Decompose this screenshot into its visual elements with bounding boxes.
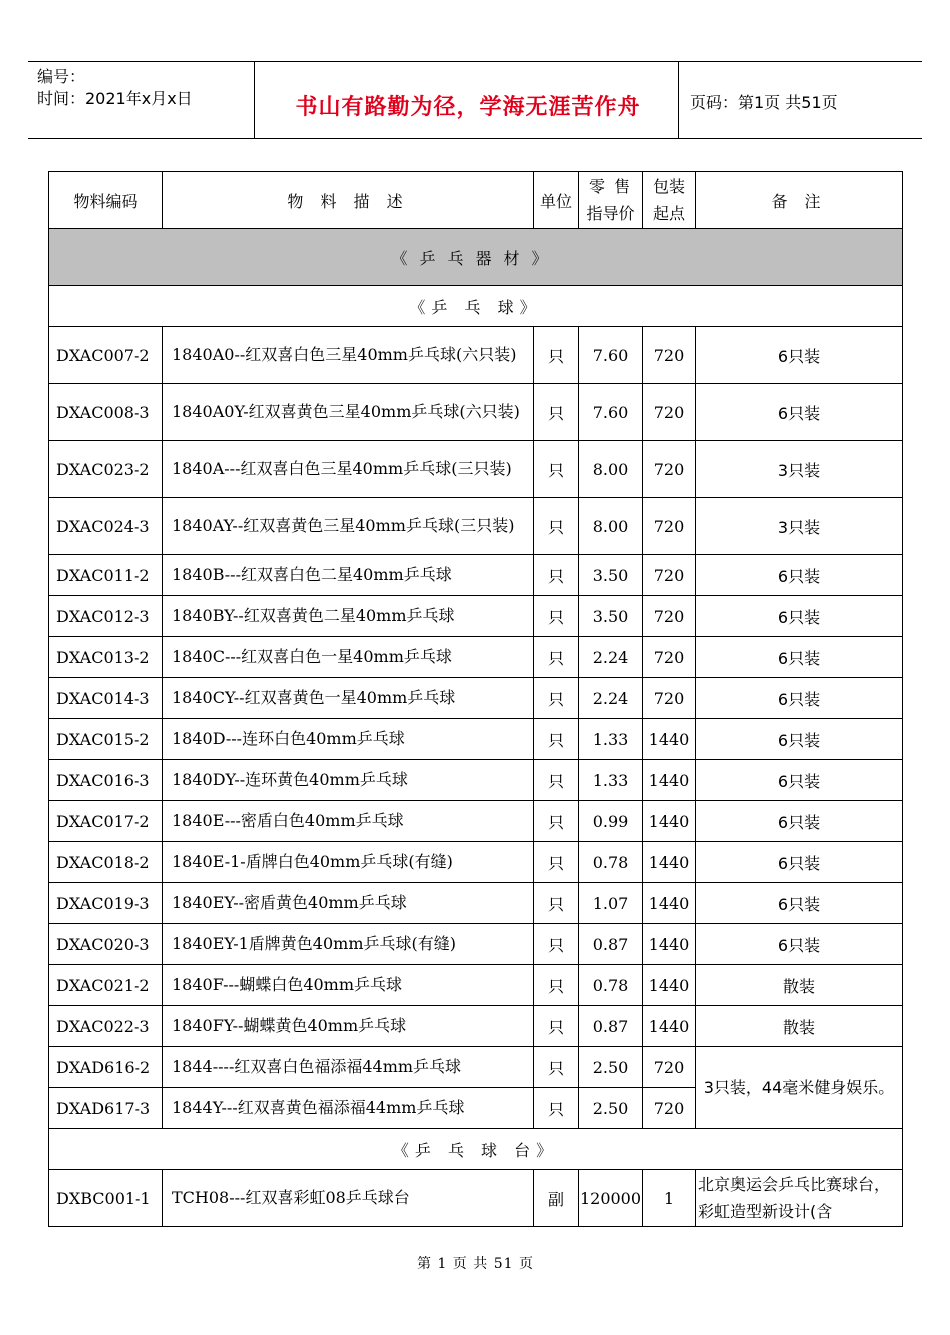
row-code: DXAC015-2 — [49, 719, 163, 760]
page-label: 页码：第1页 共51页 — [690, 93, 838, 112]
row-note: 6只装 — [696, 842, 903, 883]
row-pack: 720 — [643, 1088, 696, 1129]
ball-rows — [49, 327, 903, 1047]
col-desc: 物 料 描 述 — [163, 172, 534, 229]
row-pack: 720 — [643, 1047, 696, 1088]
row-unit: 只 — [534, 596, 579, 637]
row-pack: 1440 — [643, 719, 696, 760]
row-pack: 1440 — [643, 883, 696, 924]
row-note: 3只装 — [696, 441, 903, 498]
row-unit: 只 — [534, 801, 579, 842]
row-desc: 1844----红双喜白色福添福44mm乒乓球 — [163, 1047, 534, 1088]
row-code: DXAC012-3 — [49, 596, 163, 637]
row-unit: 只 — [534, 637, 579, 678]
col-pack-line1: 包装 — [652, 177, 685, 196]
row-pack: 720 — [643, 637, 696, 678]
row-code: DXAC023-2 — [49, 441, 163, 498]
row-desc: 1840A---红双喜白色三星40mm乒乓球(三只装) — [163, 441, 534, 498]
section-row — [49, 229, 903, 286]
price-table — [48, 171, 903, 1227]
row-desc: 1840A0Y-红双喜黄色三星40mm乒乓球(六只装) — [163, 384, 534, 441]
row-price: 1.07 — [579, 883, 643, 924]
row-pack: 720 — [643, 596, 696, 637]
row-pack: 720 — [643, 384, 696, 441]
row-price: 120000 — [579, 1170, 643, 1227]
row-code: DXAC019-3 — [49, 883, 163, 924]
row-price: 0.78 — [579, 842, 643, 883]
row-pack: 720 — [643, 327, 696, 384]
col-code: 物料编码 — [49, 172, 163, 229]
row-unit: 只 — [534, 555, 579, 596]
row-desc: 1840E-1-盾牌白色40mm乒乓球(有缝) — [163, 842, 534, 883]
row-code: DXAC017-2 — [49, 801, 163, 842]
table-row — [49, 1006, 903, 1047]
number-label: 编号： — [37, 67, 86, 86]
page-footer: 第 1 页 共 51 页 — [417, 1256, 534, 1272]
table-row — [49, 801, 903, 842]
table-row — [49, 1047, 903, 1088]
row-pack: 720 — [643, 498, 696, 555]
row-note: 6只装 — [696, 719, 903, 760]
row-unit: 只 — [534, 965, 579, 1006]
row-note: 6只装 — [696, 883, 903, 924]
table-row — [49, 555, 903, 596]
row-note: 6只装 — [696, 327, 903, 384]
row-desc: 1844Y---红双喜黄色福添福44mm乒乓球 — [163, 1088, 534, 1129]
row-code: DXAD617-3 — [49, 1088, 163, 1129]
row-pack: 720 — [643, 441, 696, 498]
table-row — [49, 842, 903, 883]
row-code: DXAC021-2 — [49, 965, 163, 1006]
row-code: DXAC011-2 — [49, 555, 163, 596]
row-price: 0.87 — [579, 924, 643, 965]
row-unit: 只 — [534, 678, 579, 719]
row-note: 3只装 — [696, 498, 903, 555]
header-divider — [254, 62, 255, 138]
row-code: DXBC001-1 — [49, 1170, 163, 1227]
subsection-row — [49, 1129, 903, 1170]
motto: 书山有路勤为径，学海无涯苦作舟 — [295, 95, 641, 120]
row-desc: 1840BY--红双喜黄色二星40mm乒乓球 — [163, 596, 534, 637]
row-desc: TCH08---红双喜彩虹08乒乓球台 — [163, 1170, 534, 1227]
row-unit: 只 — [534, 924, 579, 965]
row-code: DXAC022-3 — [49, 1006, 163, 1047]
row-desc: 1840D---连环白色40mm乒乓球 — [163, 719, 534, 760]
row-price: 7.60 — [579, 327, 643, 384]
row-desc: 1840F---蝴蝶白色40mm乒乓球 — [163, 965, 534, 1006]
row-desc: 1840C---红双喜白色一星40mm乒乓球 — [163, 637, 534, 678]
row-desc: 1840B---红双喜白色二星40mm乒乓球 — [163, 555, 534, 596]
row-unit: 只 — [534, 719, 579, 760]
row-price: 0.99 — [579, 801, 643, 842]
row-unit: 只 — [534, 1088, 579, 1129]
table-row — [49, 1170, 903, 1227]
row-note: 散装 — [696, 965, 903, 1006]
row-price: 0.87 — [579, 1006, 643, 1047]
row-code: DXAC018-2 — [49, 842, 163, 883]
row-price: 3.50 — [579, 555, 643, 596]
table-row — [49, 327, 903, 384]
row-price: 8.00 — [579, 441, 643, 498]
col-note: 备 注 — [696, 172, 903, 229]
row-note: 6只装 — [696, 384, 903, 441]
row-desc: 1840E---密盾白色40mm乒乓球 — [163, 801, 534, 842]
row-unit: 只 — [534, 327, 579, 384]
row-desc: 1840CY--红双喜黄色一星40mm乒乓球 — [163, 678, 534, 719]
row-desc: 1840A0--红双喜白色三星40mm乒乓球(六只装) — [163, 327, 534, 384]
row-code: DXAC024-3 — [49, 498, 163, 555]
row-unit: 只 — [534, 1006, 579, 1047]
row-note: 6只装 — [696, 924, 903, 965]
table-header — [49, 172, 903, 229]
row-pack: 1440 — [643, 801, 696, 842]
col-price-line2: 指导价 — [586, 204, 635, 223]
table-row — [49, 678, 903, 719]
subsection-ball: 《乒 乓 球》 — [49, 286, 903, 327]
row-unit: 只 — [534, 760, 579, 801]
row-code: DXAC013-2 — [49, 637, 163, 678]
row-pack: 1 — [643, 1170, 696, 1227]
row-note: 6只装 — [696, 596, 903, 637]
subsection-table: 《乒 乓 球 台》 — [49, 1129, 903, 1170]
row-price: 3.50 — [579, 596, 643, 637]
row-note: 6只装 — [696, 760, 903, 801]
row-pack: 1440 — [643, 1006, 696, 1047]
row-price: 2.50 — [579, 1088, 643, 1129]
page-header — [28, 61, 922, 139]
row-unit: 只 — [534, 883, 579, 924]
table-row — [49, 637, 903, 678]
row-pack: 720 — [643, 678, 696, 719]
table-row — [49, 965, 903, 1006]
table-row — [49, 596, 903, 637]
row-code: DXAC007-2 — [49, 327, 163, 384]
col-pack — [643, 172, 696, 229]
row-pack: 1440 — [643, 842, 696, 883]
row-price: 1.33 — [579, 719, 643, 760]
row-desc: 1840DY--连环黄色40mm乒乓球 — [163, 760, 534, 801]
row-unit: 只 — [534, 1047, 579, 1088]
row-pack: 1440 — [643, 760, 696, 801]
table-row — [49, 719, 903, 760]
row-desc: 1840AY--红双喜黄色三星40mm乒乓球(三只装) — [163, 498, 534, 555]
header-divider — [678, 62, 679, 138]
row-code: DXAC008-3 — [49, 384, 163, 441]
row-note: 6只装 — [696, 637, 903, 678]
subsection-row — [49, 286, 903, 327]
row-note: 北京奥运会乒乓比赛球台，彩虹造型新设计(含 — [696, 1170, 903, 1227]
table-row — [49, 498, 903, 555]
row-unit: 副 — [534, 1170, 579, 1227]
row-note: 散装 — [696, 1006, 903, 1047]
row-code: DXAC016-3 — [49, 760, 163, 801]
row-price: 2.24 — [579, 678, 643, 719]
row-price: 0.78 — [579, 965, 643, 1006]
date-label: 时间：2021年x月x日 — [37, 89, 193, 108]
row-desc: 1840EY--密盾黄色40mm乒乓球 — [163, 883, 534, 924]
col-unit: 单位 — [534, 172, 579, 229]
row-price: 7.60 — [579, 384, 643, 441]
col-price-line1: 零 售 — [588, 177, 633, 196]
row-code: DXAC014-3 — [49, 678, 163, 719]
header-meta — [37, 66, 193, 110]
row-note: 6只装 — [696, 555, 903, 596]
row-desc: 1840FY--蝴蝶黄色40mm乒乓球 — [163, 1006, 534, 1047]
row-code: DXAC020-3 — [49, 924, 163, 965]
row-pack: 1440 — [643, 924, 696, 965]
row-note: 6只装 — [696, 801, 903, 842]
table-row — [49, 924, 903, 965]
row-price: 2.24 — [579, 637, 643, 678]
col-price — [579, 172, 643, 229]
row-note: 6只装 — [696, 678, 903, 719]
row-pack: 720 — [643, 555, 696, 596]
row-unit: 只 — [534, 384, 579, 441]
table-row — [49, 441, 903, 498]
table-row — [49, 384, 903, 441]
row-price: 2.50 — [579, 1047, 643, 1088]
row-unit: 只 — [534, 842, 579, 883]
row-unit: 只 — [534, 498, 579, 555]
table-row — [49, 883, 903, 924]
table-row — [49, 760, 903, 801]
row-note-merged: 3只装，44毫米健身娱乐。 — [696, 1047, 903, 1129]
col-pack-line2: 起点 — [652, 204, 685, 223]
section-title: 《乒乓器材》 — [49, 229, 903, 286]
row-desc: 1840EY-1盾牌黄色40mm乒乓球(有缝) — [163, 924, 534, 965]
row-code: DXAD616-2 — [49, 1047, 163, 1088]
row-pack: 1440 — [643, 965, 696, 1006]
row-price: 1.33 — [579, 760, 643, 801]
row-unit: 只 — [534, 441, 579, 498]
row-price: 8.00 — [579, 498, 643, 555]
